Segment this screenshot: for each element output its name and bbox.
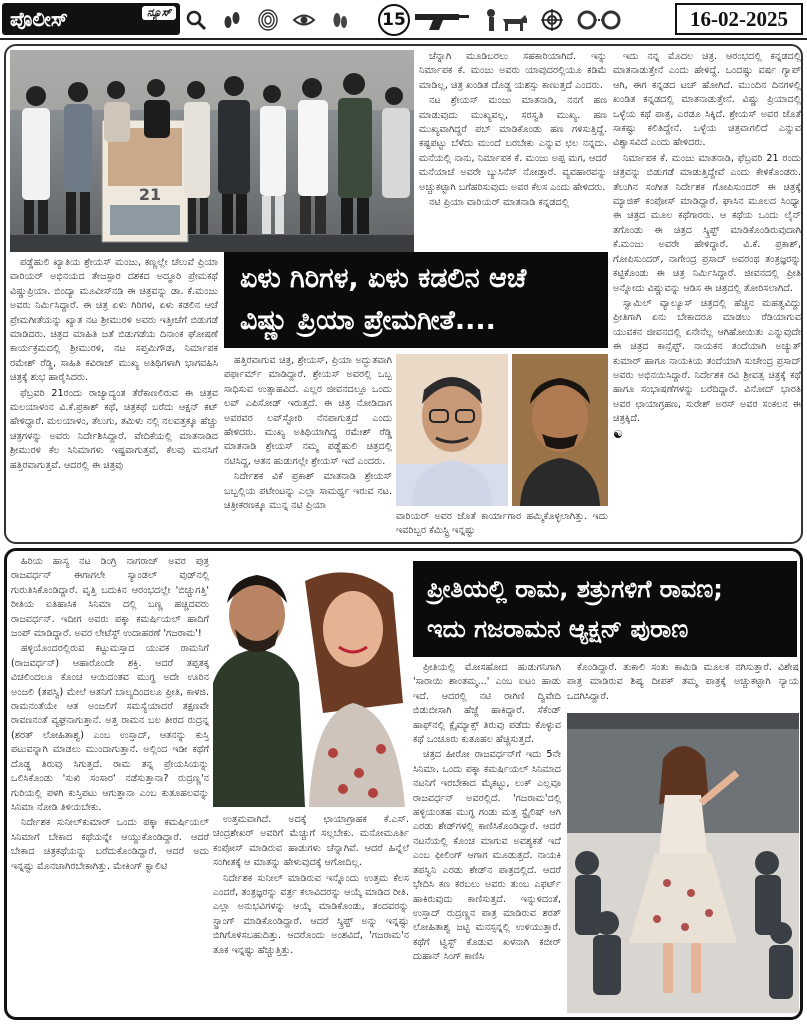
item-song-photo — [567, 713, 799, 1013]
director-portrait-photo — [396, 354, 508, 506]
paragraph: ನಿರ್ದೇಶಕ ಸುನೀಲ್ ಮಾಡಿರುವ ಇನ್ನೊಂದು ಉತ್ತಮ ಕೆಲಸ ಎಂದರೆ, ತಂತ್ರಜ್ಞರನ್ನು ವರ್ತ್ರ ಕಲಾವಿದರನ್ನು ಆಯ್ಕೆ ಮಾಡಿದ ರೀತಿ. ಎಲ್ಲಾ ಅನುಭವಿಗಳನ್ನು ಆಯ್ಕೆ ಮಾಡಿಕೊಂಡು, ತಂದವರನ್ನು ಸ್ಟ್ರಾಂಗ್ ಮಾಡಿಕೊಂಡಿದ್ದಾರೆ. ಆದರೆ ಸ್ಕ್ರಿಪ್ಟ್ ಅನ್ನು ಇನ್ನಷ್ಟು ಬಿಗಿಗೊಳಿಸಬಹುದಿತ್ತು. ಆದರೊಂದು ಅಂಶವಿದೆ, 'ಗಜರಾಮ'ನ ತೂಕ ಇನ್ನಷ್ಟು ಹೆಚ್ಚುತ್ತಿತ್ತು. — [213, 872, 409, 956]
page-number: 15 — [378, 4, 410, 36]
headline-line: ಪ್ರೀತಿಯಲ್ಲಿ ರಾಮ, ಶತ್ರುಗಳಿಗೆ ರಾವಣ; — [427, 575, 723, 603]
paragraph: ಹತ್ತಿರವಾಗುವ ಚಿತ್ರ, ಶ್ರೇಯಸ್, ಪ್ರಿಯಾ ಅದ್ಭುತವಾಗಿ ಪರ್ಫಾರ್ಮ್ ಮಾಡಿದ್ದಾರೆ. ಶ್ರೇಯಸ್ ಅವರಲ್ಲಿ ಒಬ್ಬ ಸಾಧಿಸುವ ಉತ್ಸಾಹವಿದೆ. ಎಲ್ಲರ ಜೀವನದಲ್ಲೂ ಒಂದು ಲವ್ ಎಪಿಸೋಡ್ ಇರುತ್ತದೆ. ಈ ಚಿತ್ರ ನೋಡಿದಾಗ ಅವರವರ ಲವ್‌ಸ್ಟೋರಿ ನೆನಪಾಗುತ್ತದೆ ಎಂದು ಹೇಳಿದರು. ಮುಖ್ಯ ಅತಿಥಿಯಾಗಿದ್ದ ರಮೇಶ್ ರೆಡ್ಡಿ ಮಾತನಾಡಿ ಶ್ರೇಯಸ್ ನಮ್ಮ ಪಡ್ಡೆಹುಲಿ ಚಿತ್ರದಲ್ಲಿ ನಟಿಸಿದ್ದ, ಆತನ ಹುಡುಗಲ್ಲೇ ಶ್ರೇಯಸ್ ಇದೆ ಎಂದರು. — [224, 355, 392, 467]
paragraph: ಪ್ರೀತಿಯಲ್ಲಿ ಮೋಸಹೋದ ಹುಡುಗನಿಗಾಗಿ 'ಸಾರಾಯಿ ಶಾಂತಮ್ಮ...' ಎಂಬ ಐಟಂ ಹಾಡು ಇದೆ. ಆದರಲ್ಲಿ ನಟಿ ರಾಗಿಣಿ ದ್ವಿವೇದಿ ಬಿಡುಬೀಸಾಗಿ ಹೆಜ್ಜೆ ಹಾಕಿದ್ದಾರೆ. ಸೆಕೆಂಡ್ ಹಾಫ್‌ನಲ್ಲಿ ಕ್ಲೈಮ್ಯಾಕ್ಸ್ ತಿರುವು ಪಡೆದು ಕೊಳ್ಳುವ ಕಥೆ ಒಂಚೂರು ಕುತೂಹಲ ಹೆಚ್ಚಿಸುತ್ತದೆ. — [413, 662, 561, 746]
story1-column1 — [10, 256, 218, 542]
story1-portrait-caption: ವಾರಿಯರ್ ಅವರ ಜೊತೆ ಕಾರ್ಯಾಗಾರ ಹಮ್ಮಿಕೊಳ್ಳಲಾಗಿತ್ತು. ಇದು ಇವರಿಬ್ಬರ ಕೆಮಿಸ್ಟ್ರಿ ಇನ್ನಷ್ಟು — [396, 511, 608, 536]
story1-column2-bottom — [224, 354, 392, 542]
story-gajarama — [4, 548, 803, 1020]
headline-line: ವಿಷ್ಣು ಪ್ರಿಯಾ ಪ್ರೇಮಗೀತೆ.... — [240, 305, 496, 336]
eye-icon — [290, 7, 318, 33]
header-icons-left — [182, 6, 372, 34]
paragraph: ಉತ್ತಮವಾಗಿದೆ. ಅದಕ್ಕೆ ಛಾಯಾಗ್ರಾಹಕ ಕೆ.ಎಸ್. ಚಂದ್ರಶೇಖರ್ ಅವರಿಗೆ ಮೆಚ್ಚುಗೆ ಸಲ್ಲಬೇಕು. ಮನೋಮೂರ್ತಿ ಕಂಪೋಸ್ ಮಾಡಿರುವ ಹಾಡುಗಳು ಚೆನ್ನಾಗಿವೆ. ಆದರೆ ಹಿನ್ನೆಲೆ ಸಂಗೀತಕ್ಕೆ ಆ ಮಾತನ್ನು ಹೇಳುವುದಕ್ಕೆ ಆಗೋದಿಲ್ಲ. — [213, 814, 409, 869]
police-dog-icon — [480, 7, 530, 33]
paragraph: ಚಿತ್ರದ ಹೀರೋ ರಾಜವರ್ಧನ್‌ಗೆ ಇದು 5ನೇ ಸಿನಿಮಾ. ಒಂದು ಪಕ್ಕಾ ಕಮರ್ಷಿಯಲ್ ಸಿನಿಮಾದ ನಟನಿಗೆ ಇರಬೇಕಾದ ಮೈಕಟ್ಟು, ಲುಕ್ ಎಲ್ಲವೂ ರಾಜವರ್ಧನ್ ಅವರಲ್ಲಿದೆ. 'ಗಜರಾಮ'ದಲ್ಲಿ ಹಳ್ಳಿಯಂತಹ ಮುಗ್ಧ ಗಂಡು ಮತ್ತ ಸ್ಟೈಲಿಷ್ ಆಗಿ ಎರಡು ಶೇಡ್‌ಗಳಲ್ಲಿ ಕಾಣಿಸಿಕೊಂಡಿದ್ದಾರೆ. ಆದರೆ ನಟನೆಯಲ್ಲಿ ಕೊಂಚ ಮಾಗುವ ಅವಶ್ಯಕತೆ ಇದೆ ಎಂಬ ಫೀಲಿಂಗ್ ಆಗಾಗ ಮೂಡುತ್ತದೆ. ನಾಯಕಿ ತಪಸ್ವಿನಿ ಎರಡು ಶೇಡ್‌ನ ಪಾತ್ರದಲ್ಲಿದೆ. ಆದರೆ ಭೇದಿಸಿ ಕಣ ಕರಬಲು ಅವರು ತುಂಬ ಎಫರ್ಟ್ ಹಾಕಿರುವುದು ಕಾಣಿಸುತ್ತದೆ. ಇನ್ನುಳಿದಂತೆ, ಉಸ್ತಾದ್ ರುದ್ರಣ್ಣನ ಪಾತ್ರ ಮಾಡಿರುವ ಶರತ್ ಲೋಹಿತಾಶ್ವ ಜಟ್ಟಿ ಮನಸ್ಸನ್ನಲ್ಲಿ ಉಳಿಯುತ್ತಾರೆ. ಕಥೆಗೆ ಟ್ವಿಸ್ಟ್ ಕೊಡುವ ಖಳನಾಗಿ ಕಬೀರ್ ದುಹಾನ್ ಸಿಂಗ್ ಕಾಣಿಸಿ — [413, 749, 561, 963]
story2-column1 — [11, 555, 209, 1015]
target-icon — [538, 7, 566, 33]
paragraph: ನಟ ಶ್ರೇಯಸ್ ಮಂಜು ಮಾತನಾಡಿ, ನನಗೆ ಹಣ ಮಾಡುವುದು ಮುಖ್ಯವಲ್ಲ, ಸರಸ್ವತಿ ಮುಖ್ಯ. ಹಣ ಮುಖ್ಯವಾಗಿದ್ದರೆ ಪಬ್ ಮಾಡಿಕೊಂಡು ಹಣ ಗಳಿಸುತ್ತಿದ್ದೆ. ಕಷ್ಟಪಟ್ಟು ಬೆಳೆದು ಮುಂದೆ ಬರಬೇಕು ಎನ್ನುವ ಛಲ ನನ್ನದು. ಮನೆಯಲ್ಲಿ ನಾನು, ನಿರ್ಮಾಪಕ ಕೆ. ಮಂಜು ಅಪ್ಪ ಮಗ, ಆದರೆ ಮನೆಯಾಚೆ ಅವರೇ ಬ್ಯುಸಿನೆಸ್ ನೋಡ್ತಾರೆ. ವ್ಯವಹಾರವನ್ನು ಅಚ್ಚುಕಟ್ಟಾಗಿ ಬಗೆಹರಿಸುವುದು ಅವರ ಕೆಲಸ ಎಂದು ಹೇಳಿದರು. — [419, 95, 607, 193]
story2-column2 — [213, 813, 409, 1017]
story2-column3 — [413, 661, 561, 1017]
magnifier-icon — [182, 7, 210, 33]
paragraph: ಹಳ್ಳಿಯೊಂದರಲ್ಲಿರುವ ಕಟ್ಟುಮಸ್ತಾದ ಯುವಕ ರಾಮನಿಗೆ (ರಾಜವರ್ಧನ್) ಆಹಾರೊಂದೇ ಶಕ್ತಿ. ಆದರೆ ತಪ್ಪತಕ್ಕ ವಿಚಲಿಂದಲೂ ಕೊಂಚ ಆಯಿದಂತವ ಮುಗ್ಧ ಅದೇ ಊರಿನ ಅಂಜಲಿ (ತಪಸ್ವಿ) ಮೇಲೆ ಆತನಿಗೆ ಬಾಲ್ಯದಿಂದಲೂ ಪ್ರೀತಿ, ಕಾಳಜಿ. ರಾಮನಂತೆಯೇ ಆತ ಅಂಜಲಿಗೆ ಸಮಸ್ಯೆಯಾದರೆ ತಕ್ಷಣವೇ ರಾವಣನಂತೆ ವ್ಯಘ್ರನಾಗುತ್ತಾನೆ. ಅತ್ತ ರಾಮನ ಬಲ ತೀರದ ರುದ್ರನ್ನ (ಶರತ್ ಲೋಹಿತಾಶ್ವ) ಎಂಬ ಉಸ್ತಾದ್, ಆತನನ್ನು ಕುಸ್ತಿ ಪಟುವನ್ನಾಗಿ ಮಾಡಲು ಮುಂದಾಗುತ್ತಾನೆ. ಅಲ್ಲಿಂದ ಇಡೀ ಕಥೆಗೆ ದೊಡ್ಡ ತಿರುವು ಸಿಗುತ್ತದೆ. ರಾಮ ತನ್ನ ಪ್ರೇಯಸಿಯನ್ನು ಒಲಿಸಿಕೊಂಡು 'ಸುಖಿ ಸಂಸಾರ' ನಡೆಸುತ್ತಾನಾ? ರುದ್ರಣ್ಣ'ನ ಗುರಿಯಲ್ಲಿ ಪಳಗಿ ಕುಸ್ತಿಪಟು ಆಗುತ್ತಾನಾ ಎಂಬ ಕುತೂಹಲವನ್ನು ಸಿನಿಮಾ ನೋಡಿ ತಿಳಿಯಬೇಕು. — [11, 643, 209, 813]
paragraph: ನಿರ್ಮಾಪಕ ಕೆ. ಮಂಜು ಮಾತನಾಡಿ, ಫೆಬ್ರವರಿ 21 ರಂದು ಚಿತ್ರವನ್ನು ಬಿಡುಗಡೆ ಮಾಡುತ್ತಿದ್ದೇವೆ ಎಂದು ಕೇಳಿಕೊಂಡರು. ತೆಲುಗಿನ ಸಂಗೀತ ನಿರ್ದೇಶಕ ಗೋಪಿಸುಂದರ್ ಈ ಚಿತ್ರಕ್ಕೆ ಮ್ಯಾಜಿಕ್ ಕಂಪೋಸ್ ಮಾಡಿದ್ದಾರೆ. ಘಾಸಿನ ಮೂಲದ ಸಿಂಧ್ಯಾ ಈ ಚಿತ್ರದ ಮೂಲ ಕಥೆಗಾರರು. ಆ ಕಥೆಯ ಒಂದು ಲೈನ್ ತಗೊಂಡು ಈ ಚಿತ್ರದ ಸ್ಕ್ರಿಪ್ಟ್ ಮಾಡಿಕೊಂಡಿರುವುದಾಗಿ ಕೆ.ಮಂಜು ಅವರೇ ಹೇಳಿದ್ದಾರೆ. ವಿ.ಕೆ. ಪ್ರಕಾಶ್, ಗೋಪಿಸುಂದರ್, ನಾಗೇಂದ್ರ ಪ್ರಸಾದ್ ಅವರಂಥ ತಂತ್ರಜ್ಞರನ್ನು ಕಟ್ಟಿಕೊಂಡು ಈ ಚಿತ್ರ ನಿರ್ಮಿಸಿದ್ದಾರೆ. ಜೀವನದಲ್ಲಿ ಪ್ರೀತಿ ಅನ್ನೋದು ವಿಷ್ಣುವನ್ನು ಆಡಿಸ ಈ ಚಿತ್ರದಲ್ಲಿ ತೋರಿಸಲಾಗಿದೆ. — [613, 152, 801, 294]
lead-pair-photo — [213, 563, 409, 807]
page-header — [0, 0, 807, 40]
masthead — [2, 3, 180, 35]
footprint-icon — [326, 7, 354, 33]
header-icons-right — [412, 6, 670, 34]
paragraph: ಫೆಬ್ರವರಿ 21ರಂದು ರಾಜ್ಯಾದ್ಯಂತ ತೆರೆಕಾಣಲಿರುವ ಈ ಚಿತ್ರವ ಮಲಯಾಳಂನ ವಿ.ಕೆ.ಪ್ರಕಾಶ್ ಕಥೆ, ಚಿತ್ರಕಥೆ ಬರೆದು ಆಕ್ಷನ್ ಕಟ್ ಹೇಳಿದ್ದಾರೆ. ಮಲಯಾಳಂ, ತೆಲುಗು, ತಮಿಳು ನಲ್ಲಿ ನಲವತ್ತಕ್ಕೂ ಹೆಚ್ಚು ಚಿತ್ರಗಳನ್ನು ಅವರು ನಿರ್ದೇಶಿಸಿದ್ದಾರೆ. ವೇದಿಕೆಯಲ್ಲಿ ಮಾತನಾಡಿದ ಶ್ರೀಮುರಳಿ ಕೆಲ ಸಿನಿಮಾಗಳು ಇಷ್ಟವಾಗುತ್ತವೆ, ಕೆಲವು ಮನಸಿಗೆ ಹತ್ತಿರವಾಗುತ್ತವೆ. ಆದರಲ್ಲಿ ಈ ಚಿತ್ರವು — [10, 387, 218, 471]
paragraph: ಇದು ನನ್ನ ಮೊದಲ ಚಿತ್ರ. ಆರಂಭದಲ್ಲಿ ಕನ್ನಡದಲ್ಲಿ ಮಾತನಾಡುತ್ತೇನೆ ಎಂದು ಹೇಳಿದ್ದೆ. ಒಂದಷ್ಟು ವರ್ಷ ಗ್ಯಾಪ್ ಆಗಿ, ಈಗ ಕನ್ನಡದ ಟಚ್ ಹೋಗಿದೆ. ಮುಂದಿನ ದಿನಗಳಲ್ಲಿ ಖಂಡಿತ ಕನ್ನಡದಲ್ಲಿ ಮಾತನಾಡುತ್ತೇನೆ. ವಿಷ್ಣು ಪ್ರಿಯಾದಲ್ಲಿ ಒಳ್ಳೆಯ ಕಥೆ ಪಾತ್ರ, ಎರಡೂ ಸಿಕ್ಕಿದೆ. ಶ್ರೇಯಸ್ ಅವರ ಜೊತೆ ಸಾಕಷ್ಟು ಕಲಿತಿದ್ದೇನೆ. ಒಳ್ಳೆಯ ಚಿತ್ರವಾಗಲಿದೆ ಎನ್ನುವ ವಿಶ್ವಾಸವಿದೆ ಎಂದು ಹೇಳಿದರು. — [613, 51, 801, 149]
paragraph: ಕೊಂಡಿದ್ದಾರೆ. ತುಕಾಲಿ ಸಂತು ಕಾಮಿಡಿ ಮೂಲಕ ನಗಿಸುತ್ತಾರೆ. ವಿಶೇಷ ಪಾತ್ರ ಮಾಡಿರುವ ಶಿಷ್ಯ ದೀಪಕ್ ತಮ್ಮ ಪಾತ್ರಕ್ಕೆ ಅಚ್ಚುಕಟ್ಟಾಗಿ ನ್ಯಾಯ ಒದಗಿಸಿದ್ದಾರೆ. — [567, 662, 799, 702]
actor-portrait-photo — [512, 354, 608, 506]
footprint-icon — [218, 7, 246, 33]
story1-column3 — [613, 50, 801, 532]
gun-icon — [412, 7, 472, 33]
story-vishnupriya — [4, 44, 803, 544]
event-group-photo — [10, 50, 414, 252]
paragraph: ನಟಿ ಪ್ರಿಯಾ ವಾರಿಯರ್ ಮಾತನಾಡಿ ಕನ್ನಡದಲ್ಲಿ — [429, 197, 569, 209]
masthead-title: ಪೊಲೀಸ್ — [10, 7, 68, 31]
paragraph: ಪಡ್ಡೆಹುಲಿ ಖ್ಯಾತಿಯ ಶ್ರೇಯಸ್ ಮಂಜು, ಕಣ್ಣಲ್ಲೇ ಚೆಲುವೆ ಪ್ರಿಯಾ ವಾರಿಯರ್ ಅಭಿನಯದ ತೇಜಸ್ಪಾರ ದಶಕದ ಅದ್ಧೂರಿ ಪ್ರೇಮಕಥೆ ವಿಷ್ಣುಪ್ರಿಯಾ. ಬಿಂದ್ಯಾ ಮೂವೀಸ್‌ನಡಿ ಈ ಚಿತ್ರವನ್ನು ಡಾ. ಕೆ.ಮಂಜು ಅವರು ನಿರ್ಮಿಸಿದ್ದಾರೆ. ಈ ಚಿತ್ರ ಏಳು ಗಿರಿಗಳ, ಏಳು ಕಡಲಿನ ಆಚೆ ಪ್ರೇಮಗೀತೆಯನ್ನು ಖ್ಯಾತ ನಟ ಶ್ರೀಮುರಳಿ ಅವರು ಇತ್ತೀಚೆಗೆ ಬಿಡುಗಡೆ ಮಾಡಿದರು. ಚಿತ್ರದ ಮಾಹಿತಿ ಜತೆ ಬಿಡುಗಡೆಯ ದಿನಾಂಕ ಘೋಷಣೆ ಕಾರ್ಯಕ್ರಮದಲ್ಲಿ ಶ್ರೀಮುರಳಿ, ನಟ ಸಪ್ತಮಿಗೌಡ, ನಿರ್ಮಾಪಕ ರಮೇಶ್ ರೆಡ್ಡಿ, ಸಾಹಿತಿ ಕವಿರಾಜ್ ಮುಖ್ಯ ಅತಿಥಿಗಳಾಗಿ ಭಾಗವಹಿಸಿ ಚಿತ್ರಕ್ಕೆ ಶುಭ ಹಾರೈಸಿದರು. — [10, 257, 218, 384]
end-of-story-icon: ☯ — [613, 427, 623, 441]
masthead-badge: ನ್ಯೂಸ್ — [142, 6, 176, 20]
issue-date: 16-02-2025 — [675, 3, 803, 35]
paragraph: ಸ್ವಾಮಿಲ್ ವ್ಯಾಲ್ಯೂಸ್ ಚಿತ್ರದಲ್ಲಿ ಹೆಚ್ಚಿನ ಮಹತ್ವವಿದ್ದು ಪ್ರೀತಿಗಾಗಿ ಏನು ಬೇಕಾದರೂ ಮಾಡಲು ರೆಡಿಯಾಗುವ ಯುವಕನ ಜೀವನದಲ್ಲಿ ಏನೇನೆಲ್ಲ ಆಗಿಹೋಯಿತು ಎನ್ನುವುದೇ ಈ ಚಿತ್ರದ ಕಾನ್ಸೆಪ್ಟ್. ನಾಯಕನ ತಂದೆಯಾಗಿ ಅಚ್ಯುತ್ ಕುಮಾರ್ ಹಾಗೂ ನಾಯಕಿಯ ತಂದೆಯಾಗಿ ಸುಚೇಂದ್ರ ಪ್ರಸಾದ್ ಅವರು ಅಭಿನಯಿಸಿದ್ದಾರೆ. ನಿರ್ದೇಶಕ ರವಿ ಶ್ರೀವತ್ಸ ಚಿತ್ರಕ್ಕೆ ಕಥೆ ಹಾಗೂ ಸಂಭಾಷಣೆಗಳನ್ನು ಬರೆದಿದ್ದಾರೆ. ವಿನೋದ್ ಭಾರತಿ ಅವರ ಛಾಯಾಗ್ರಹಣ, ಸುರೇಶ್ ಅರಸ್ ಅವರ ಸಂಕಲನ ಈ ಚಿತ್ರಕ್ಕಿದೆ. — [613, 297, 801, 425]
fingerprint-icon — [254, 7, 282, 33]
headline-line: ಏಳು ಗಿರಿಗಳ, ಏಳು ಕಡಲಿನ ಆಚೆ — [240, 263, 527, 294]
story2-column4 — [567, 661, 799, 709]
story1-column2-top — [419, 50, 607, 260]
handcuffs-icon — [574, 7, 624, 33]
poster-release-number: 21 — [138, 185, 162, 204]
story2-headline — [413, 561, 797, 657]
paragraph: ನಿರ್ದೇಶಕ ವಿಕೆ ಪ್ರಕಾಶ್ ಮಾತನಾಡಿ ಶ್ರೇಯಸ್ ಬಬ್ಬಲ್ಲಿಯ ಪಟೇಂಟನ್ನು ಎಲ್ಲಾ ಸಾಮರ್ಥ್ಯ ಇರುವ ನಟ. ಚಿತ್ರೀಕರಣಕ್ಕೂ ಮುನ್ನ ನಟಿ ಪ್ರಿಯಾ — [224, 471, 392, 512]
headline-line: ಇದು ಗಜರಾಮನ ಆ್ಯಕ್ಷನ್ ಪುರಾಣ — [427, 615, 689, 643]
paragraph: ನಿರ್ದೇಶಕ ಸುನೀಲ್‌ಕುಮಾರ್ ಒಂದು ಪಕ್ಕಾ ಕಮರ್ಷಿಯಲ್ ಸಿನಿಮಾಗೆ ಬೇಕಾದ ಕಥೆಯನ್ನೇ ಆಯ್ದುಕೊಂಡಿದ್ದಾರೆ. ಆದರೆ ಬೇಕಾದ ಚಿತ್ರಕಥೆಯನ್ನು ಬರೆದುಕೊಂಡಿದ್ದಾರೆ. ಆದರೆ ಅದು ಇನ್ನಷ್ಟು ಮೊನಚಾಗಿರಬೇಕಾಗಿತ್ತು. ಮೇಕಿಂಗ್ ಕ್ವಾಲಿಟಿ — [11, 817, 209, 872]
paragraph: ಚೆನ್ನಾಗಿ ಮೂಡಿಬರಲು ಸಹಕಾರಿಯಾಗಿದೆ. ಇನ್ನು ನಿರ್ಮಾಪಕ ಕೆ. ಮಂಜು ಅವರು ಯಾವುದರಲ್ಲಿಯೂ ಕಡಿಮೆ ಮಾಡಿಲ್ಲ, ಚಿತ್ರ ಖಂಡಿತ ದೊಡ್ಡ ಯಶಸ್ಸು ಕಾಣುತ್ತದೆ ಎಂದರು. — [419, 51, 607, 91]
story1-headline — [224, 252, 608, 348]
paragraph: ಹಿರಿಯ ಹಾಸ್ಯ ನಟ ಡಿಂಗ್ರಿ ನಾಗರಾಜ್ ಅವರ ಪುತ್ರ ರಾಜವರ್ಧನ್ ಈಗಾಗಲೇ ಸ್ಯಾಂಡಲ್ ವುಡ್‌ನಲ್ಲಿ ಗುರುತಿಸಿಕೊಂಡಿದ್ದಾರೆ. ವೃತ್ತಿ ಬದುಕಿನ ಆರಂಭದಲ್ಲೇ 'ಬಿಚ್ಚುಗತ್ತಿ' ರೀತಿಯ ಐತಿಹಾಸಿಕ ಸಿನಿಮಾ ದಲ್ಲಿ ಬಣ್ಣ ಹಚ್ಚಿದವರು ರಾಜವರ್ಧನ್. ಇದೀಗ ಅವರು ಪಕ್ಕಾ ಕಮರ್ಷಿಯಲ್ ಹಾದಿಗೆ ಜಂಪ್ ಮಾಡಿದ್ದಾರೆ. ಅವರ ಲೇಟೆಸ್ಟ್ ಉದಾಹರಣೆ 'ಗಜರಾಮ'! — [11, 556, 209, 640]
